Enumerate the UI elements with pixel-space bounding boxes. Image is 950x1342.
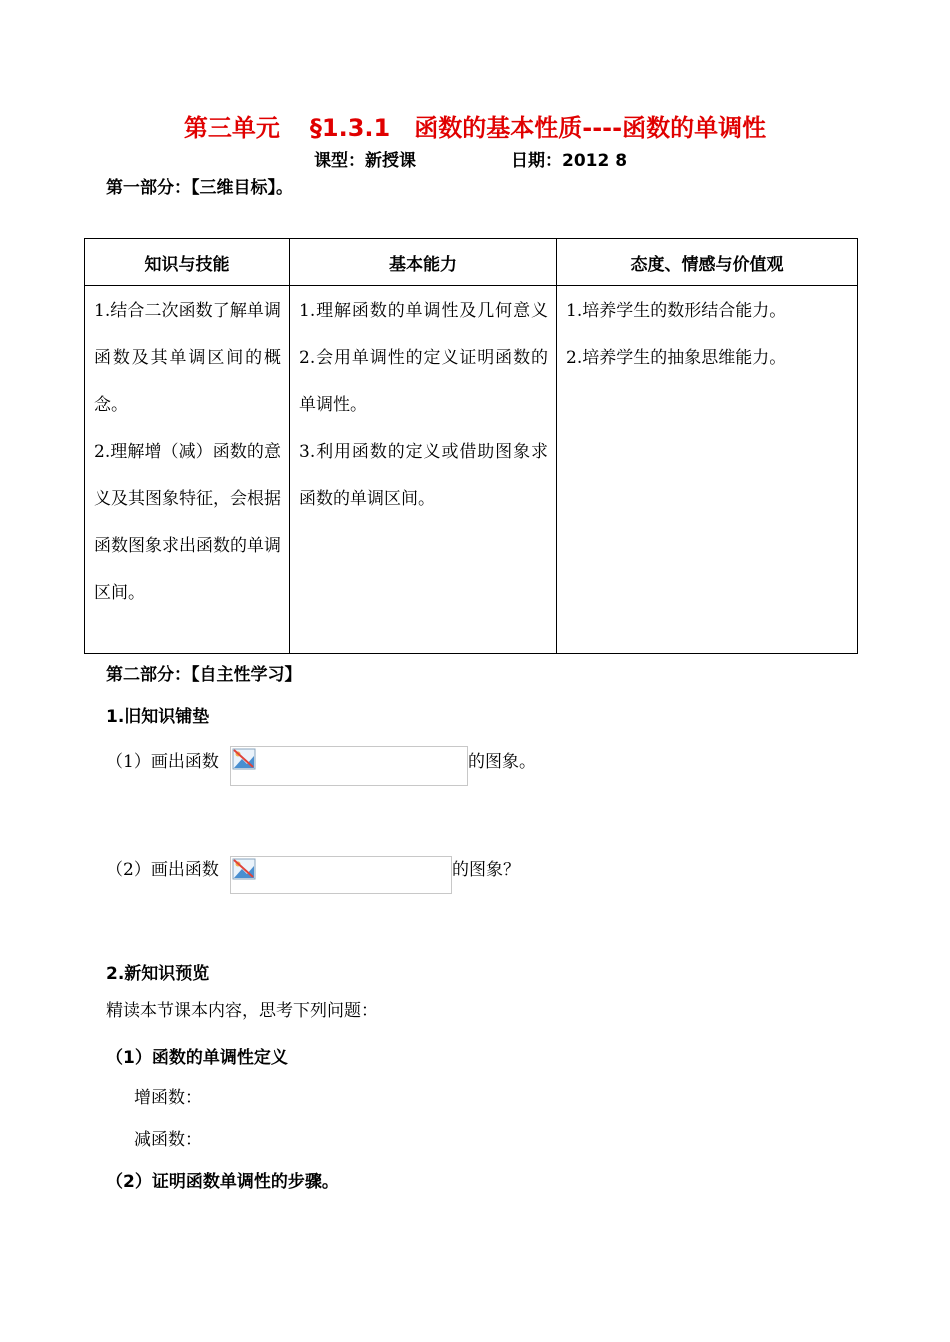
table-row [85, 286, 858, 654]
broken-image-icon [232, 748, 256, 770]
attitude-cell [557, 286, 858, 654]
reading-instruction: 精读本节课本内容，思考下列问题： [106, 1001, 378, 1021]
definition-heading: （1）函数的单调性定义 [106, 1048, 288, 1068]
knowledge-cell [85, 286, 290, 654]
broken-image-icon [232, 858, 256, 880]
formula-image-2 [230, 856, 452, 894]
course-type: 课型：新授课 [314, 151, 416, 171]
column-header: 知识与技能 [85, 239, 290, 286]
question-2-prefix: （2）画出函数 [106, 860, 219, 880]
proof-steps-heading: （2）证明函数单调性的步骤。 [106, 1172, 339, 1192]
title-section: §1.3.1 函数的基本性质----函数的单调性 [309, 114, 767, 142]
ability-cell [290, 286, 557, 654]
question-1-prefix: （1）画出函数 [106, 752, 219, 772]
knowledge-item: 2.理解增（减）函数的意义及其图象特征，会根据函数图象求出函数的单调区间。 [94, 442, 281, 603]
increasing-function-label: 增函数： [134, 1088, 202, 1108]
ability-item: 3.利用函数的定义或借助图象求函数的单调区间。 [299, 442, 548, 509]
lesson-date: 日期：2012 8 [511, 151, 628, 171]
knowledge-item: 1.结合二次函数了解单调函数及其单调区间的概念。 [94, 301, 281, 415]
lesson-meta [314, 146, 627, 171]
decreasing-function-label: 减函数： [134, 1130, 202, 1150]
subsection-preview: 2.新知识预览 [106, 964, 210, 984]
table-header-row [85, 239, 858, 286]
column-header: 态度、情感与价值观 [557, 239, 858, 286]
subsection-review: 1.旧知识铺垫 [106, 707, 210, 727]
question-2-suffix: 的图象？ [452, 860, 520, 880]
part2-heading: 第二部分：【自主性学习】 [106, 665, 302, 685]
attitude-item: 2.培养学生的抽象思维能力。 [566, 348, 787, 368]
title-unit: 第三单元 [183, 114, 280, 142]
goals-table [84, 238, 858, 654]
part1-heading: 第一部分：【三维目标】。 [106, 178, 293, 198]
formula-image-1 [230, 746, 468, 786]
page-title [0, 108, 950, 143]
attitude-item: 1.培养学生的数形结合能力。 [566, 301, 787, 321]
question-1-suffix: 的图象。 [468, 752, 536, 772]
ability-item: 1.理解函数的单调性及几何意义2.会用单调性的定义证明函数的单调性。 [299, 301, 548, 415]
column-header: 基本能力 [290, 239, 557, 286]
